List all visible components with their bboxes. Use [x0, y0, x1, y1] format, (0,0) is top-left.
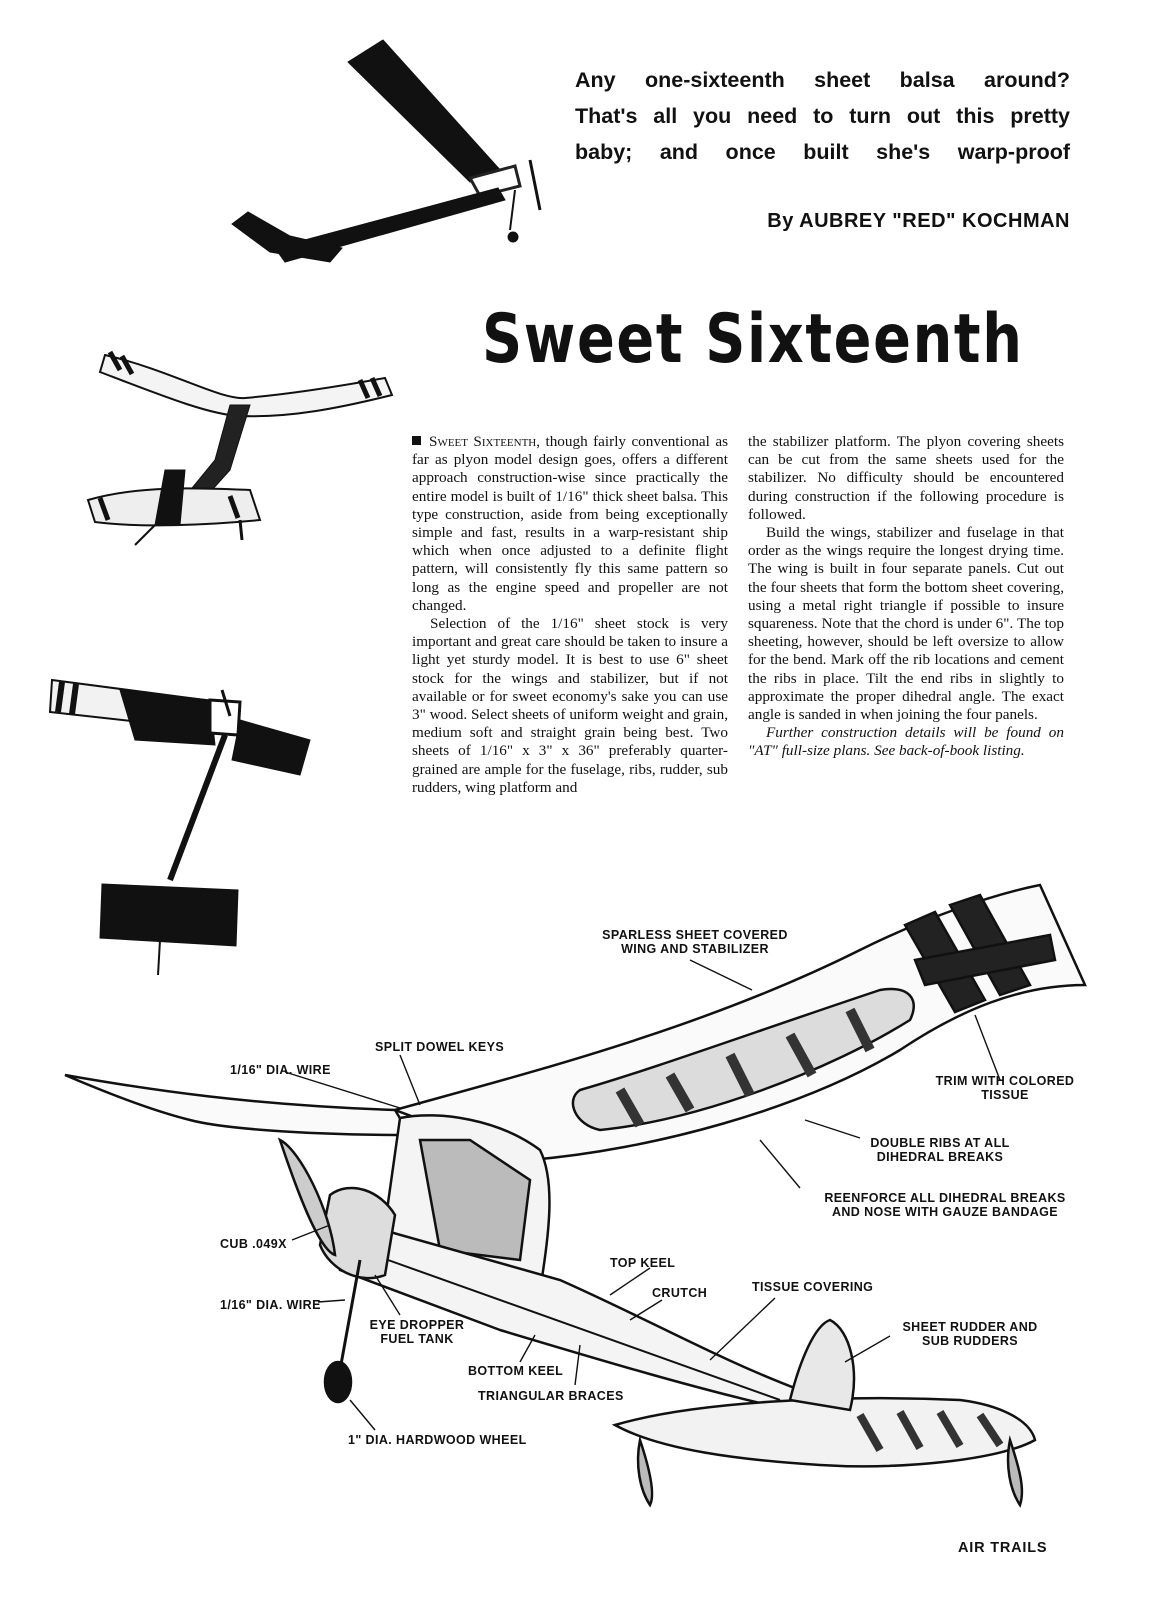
label-line: SUB RUDDERS	[921, 1334, 1019, 1348]
label-dia-wire-top: 1/16" DIA. WIRE	[230, 1063, 331, 1077]
paragraph-text: , though fairly conventional as far as plyon model design goes, offers a different approach construction-wise since practically the entire model is built of 1/16" thick sheet balsa. This type construction, aside from being exceptionally simple and fast, results in a warp-resistant ship which when once adjusted to a definite flight pattern, will consistently fly this same pattern so long as the engine speed and propeller are not changed.	[412, 433, 728, 614]
label-double-ribs	[865, 1136, 1015, 1164]
label-line: TISSUE	[981, 1088, 1029, 1102]
label-crutch: CRUTCH	[652, 1286, 708, 1300]
label-top-keel: TOP KEEL	[610, 1256, 676, 1270]
label-line: EYE DROPPER	[369, 1318, 465, 1332]
label-triangular-braces: TRIANGULAR BRACES	[478, 1389, 624, 1403]
label-cub-engine: CUB .049X	[220, 1237, 287, 1251]
blurb-line: That's all you need to turn out this pretty	[575, 104, 1070, 128]
label-sheet-rudder	[895, 1320, 1045, 1348]
blurb-line: baby; and once built she's warp-proof	[575, 140, 1070, 164]
label-trim	[930, 1074, 1080, 1102]
label-dia-wire-bottom: 1/16" DIA. WIRE	[220, 1298, 321, 1312]
label-bottom-keel: BOTTOM KEEL	[468, 1364, 564, 1378]
paragraph: the stabilizer platform. The plyon covering sheets can be cut from the same sheets used for the stabilizer. No difficulty should be encountered during construction if the following procedure is followed.	[748, 433, 1064, 523]
byline: By AUBREY "RED" KOCHMAN	[767, 210, 1070, 232]
label-line: DIHEDRAL BREAKS	[876, 1150, 1004, 1164]
label-line: DOUBLE RIBS AT ALL	[870, 1136, 1010, 1150]
plans-note: Further construction details will be found on "AT" full-size plans. See back-of-book listing.	[748, 724, 1064, 760]
label-tissue-covering: TISSUE COVERING	[752, 1280, 874, 1294]
label-split-dowel-keys: SPLIT DOWEL KEYS	[375, 1040, 505, 1054]
article-title: Sweet Sixteenth	[482, 300, 1024, 379]
label-line: SPARLESS SHEET COVERED	[602, 928, 788, 942]
paragraph: Selection of the 1/16" sheet stock is very important and great care should be taken to insure a light yet sturdy model. It is best to use 6" sheet stock for the wings and stabilizer, but if not available or for sweet economy's sake you can use 3" wood. Select sheets of uniform weight and grain, medium soft and straight grain being best. Two sheets of 1/16" x 3" x 36" preferably quarter-grained are ample for the fuselage, ribs, rudder, sub rudders, wing platform and	[412, 615, 728, 796]
blurb-line: Any one-sixteenth sheet balsa around?	[575, 68, 1070, 92]
label-line: WING AND STABILIZER	[621, 942, 769, 956]
label-sparless	[600, 928, 790, 956]
diagram-wing	[65, 885, 1085, 1160]
label-line: REENFORCE ALL DIHEDRAL BREAKS	[824, 1191, 1066, 1205]
paragraph: Build the wings, stabilizer and fuselage in that order as the wings require the longest drying time. The wing is built in four separate panels. Cut out the four sheets that form the bottom sheet covering, using a metal right triangle if possible to insure squareness. Note that the chord is under 6". The top sheeting, however, should be left oversize to allow for the bend. Mark off the rib locations and cement the ribs in place. Tilt the end ribs in slightly to approximate the proper dihedral angle. The exact angle is sanded in when joining the four panels.	[748, 524, 1064, 724]
label-line: TRIM WITH COLORED	[935, 1074, 1075, 1088]
label-reenforce	[815, 1191, 1075, 1219]
label-line: AND NOSE WITH GAUZE BANDAGE	[831, 1205, 1059, 1219]
label-line: FUEL TANK	[380, 1332, 454, 1346]
label-line: SHEET RUDDER AND	[902, 1320, 1038, 1334]
magazine-footer: AIR TRAILS	[958, 1540, 1048, 1556]
label-hardwood-wheel: 1" DIA. HARDWOOD WHEEL	[348, 1433, 527, 1447]
lead-in: Sweet Sixteenth	[429, 433, 537, 450]
label-eye-dropper	[367, 1318, 467, 1346]
